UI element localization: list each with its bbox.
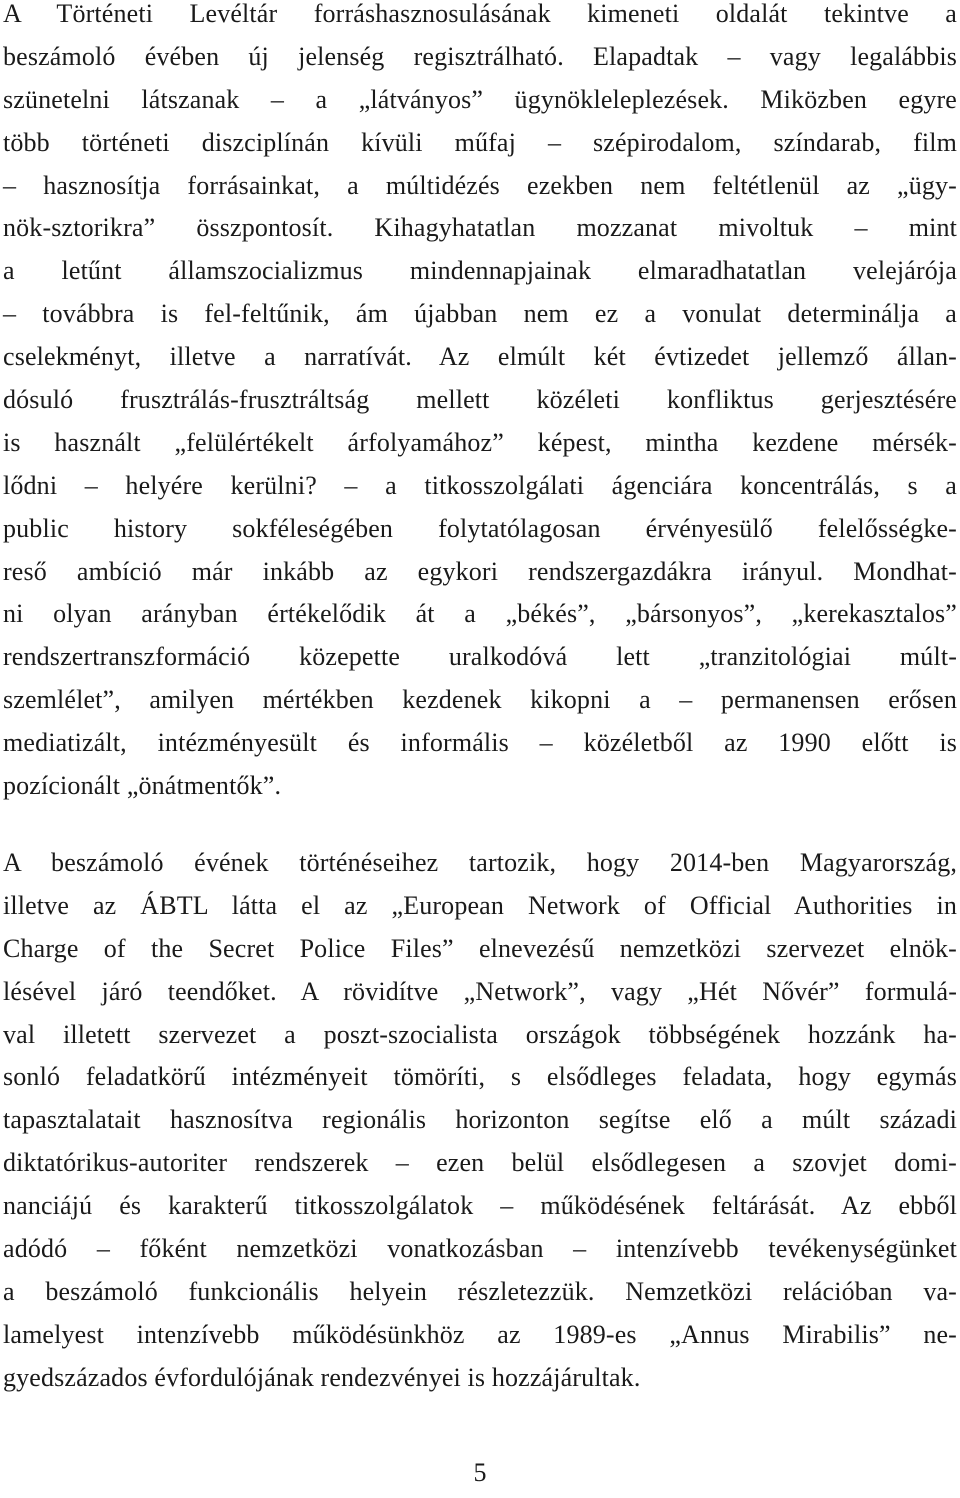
text-line: – hasznosítja forrásainkat, a múltidézés ezekben nem feltétlenül az „ügy- [3, 170, 957, 200]
text-line: lamelyest intenzívebb működésünkhöz az 1989-es „Annus Mirabilis” ne- [3, 1319, 957, 1349]
text-line: lésével járó teendőket. A rövidítve „Network”, vagy „Hét Nővér” formulá- [3, 976, 957, 1006]
text-line: A Történeti Levéltár forráshasznosulásának kimeneti oldalát tekintve a [3, 0, 957, 28]
paragraph-2 [3, 842, 957, 1400]
text-line: lődni – helyére kerülni? – a titkosszolgálati ágenciára koncentrálás, s a [3, 470, 957, 500]
text-line: rendszertranszformáció közepette uralkodóvá lett „tranzitológiai múlt- [3, 642, 957, 672]
text-line: a beszámoló funkcionális helyein részletezzük. Nemzetközi relációban va- [3, 1276, 957, 1306]
text-line: A beszámoló évének történéseihez tartozik, hogy 2014-ben Magyarország, [3, 848, 957, 877]
text-line: gyedszázados évfordulójának rendezvényei is hozzájárultak. [3, 1362, 641, 1392]
text-line: nök-sztorikra” összpontosít. Kihagyhatatlan mozzanat mivoltuk – mint [3, 213, 957, 243]
text-line: szünetelni látszanak – a „látványos” ügynökleleplezések. Miközben egyre [3, 84, 957, 114]
paragraph-1 [3, 0, 957, 808]
text-line: Charge of the Secret Police Files” elnevezésű nemzetközi szervezet elnök- [3, 933, 957, 963]
text-line: illetve az ÁBTL látta el az „European Network of Official Authorities in [3, 890, 957, 920]
text-line: val illetett szervezet a poszt-szocialista országok többségének hozzánk ha- [3, 1019, 957, 1049]
text-line: több történeti diszciplínán kívüli műfaj – szépirodalom, színdarab, film [3, 127, 957, 157]
text-line: pozícionált „önátmentők”. [3, 771, 282, 801]
text-line: cselekményt, illetve a narratívát. Az elmúlt két évtizedet jellemző állan- [3, 342, 957, 372]
text-line: beszámoló évében új jelenség regisztrálható. Elapadtak – vagy legalábbis [3, 41, 957, 71]
text-line: adódó – főként nemzetközi vonatkozásban – intenzívebb tevékenységünket [3, 1234, 957, 1264]
text-line: ni olyan arányban értékelődik át a „békés”, „bársonyos”, „kerekasztalos” [3, 599, 957, 629]
text-line: reső ambíció már inkább az egykori rendszergazdákra irányul. Mondhat- [3, 556, 957, 586]
text-line: a letűnt államszocializmus mindennapjainak elmaradhatatlan velejárója [3, 256, 957, 286]
text-line: mediatizált, intézményesült és informális – közéletből az 1990 előtt is [3, 728, 957, 758]
text-line: tapasztalatait hasznosítva regionális horizonton segítse elő a múlt századi [3, 1105, 957, 1135]
text-line: nanciájú és karakterű titkosszolgálatok – működésének feltárását. Az ebből [3, 1191, 957, 1221]
page-number: 5 [473, 1458, 487, 1487]
text-line: sonló feladatkörű intézményeit tömöríti, s elsődleges feladata, hogy egymás [3, 1062, 957, 1092]
text-line: is használt „felülértékelt árfolyamához” képest, mintha kezdene mérsék- [3, 427, 957, 457]
text-line: diktatórikus-autoriter rendszerek – ezen belül elsődlegesen a szovjet domi- [3, 1148, 957, 1178]
text-line: public history sokféleségében folytatólagosan érvényesülő felelősségke- [3, 513, 957, 543]
text-line: dósuló frusztrálás-frusztráltság mellett közéleti konfliktus gerjesztésére [3, 385, 957, 415]
text-line: – továbbra is fel-feltűnik, ám újabban nem ez a vonulat determinálja a [3, 299, 957, 329]
text-line: szemlélet”, amilyen mértékben kezdenek kikopni a – permanensen erősen [3, 685, 957, 715]
